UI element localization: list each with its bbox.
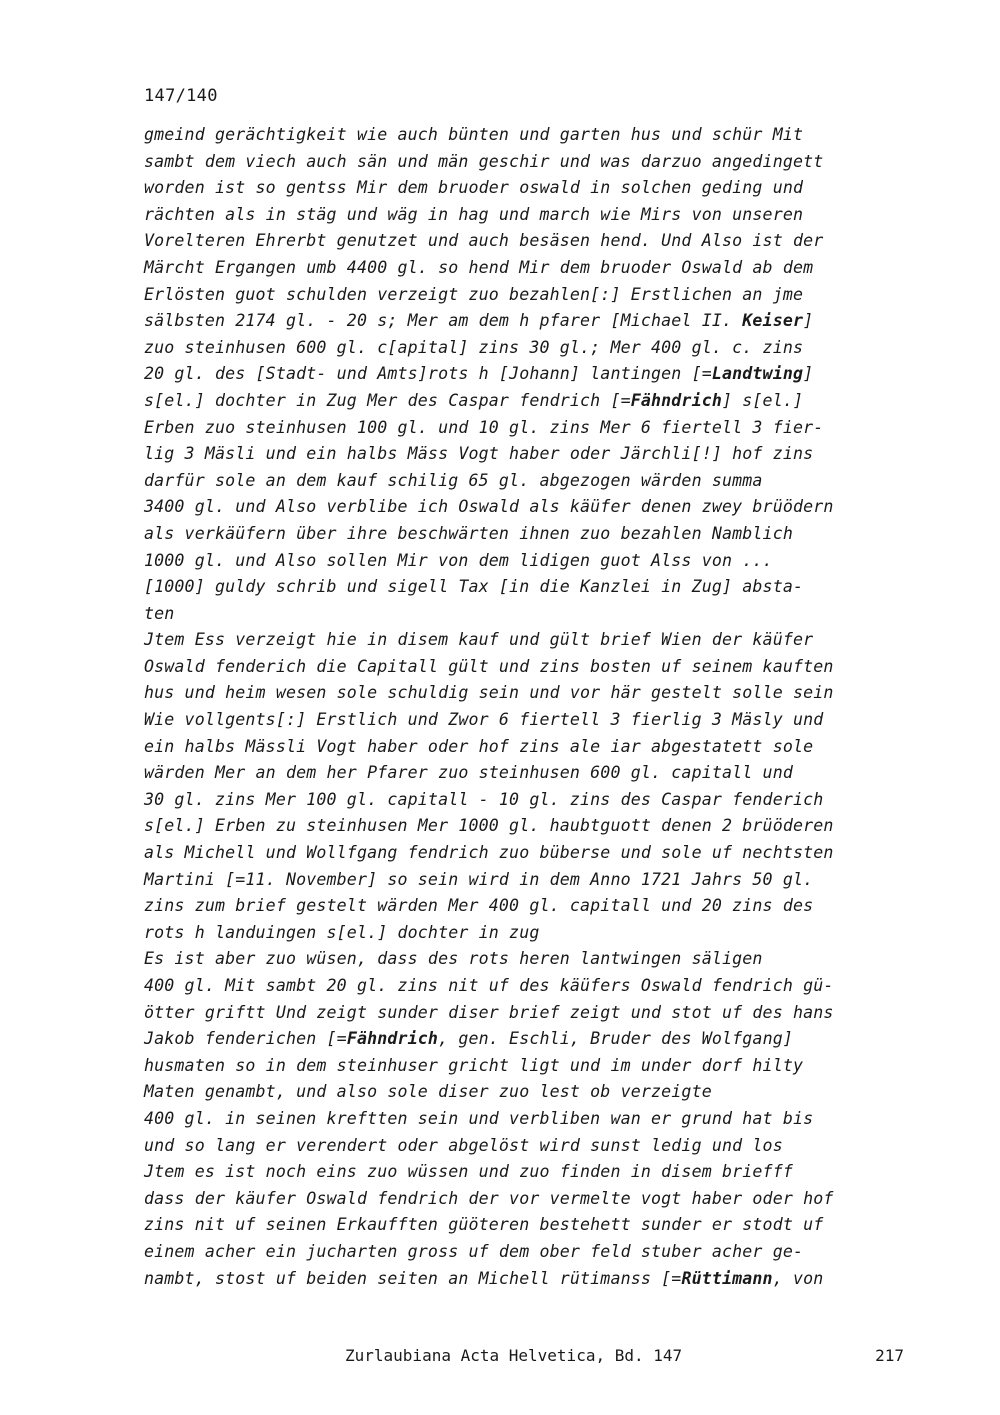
text-run: Erben zuo steinhusen 100 gl. und 10 gl. zins Mer 6 fiertell 3 fier- bbox=[144, 417, 824, 437]
text-run: s[el.] dochter in Zug Mer des Caspar fendrich [= bbox=[144, 390, 631, 410]
text-run: Jakob fenderichen [= bbox=[144, 1029, 347, 1049]
text-line bbox=[144, 1133, 914, 1160]
text-line bbox=[144, 1026, 914, 1053]
text-line bbox=[144, 973, 914, 1000]
text-line bbox=[144, 388, 914, 415]
text-run: Wie vollgents[:] Erstlich und Zwor 6 fiertell 3 fierlig 3 Mäsly und bbox=[144, 710, 824, 730]
text-line bbox=[144, 494, 914, 521]
text-run: 20 gl. des [Stadt- und Amts]rots h [Johann] lantingen [= bbox=[144, 364, 712, 384]
text-line bbox=[144, 415, 914, 442]
text-line bbox=[144, 228, 914, 255]
text-line bbox=[144, 760, 914, 787]
bold-name: Keiser bbox=[742, 311, 804, 331]
text-run: Märcht Ergangen umb 4400 gl. so hend Mir dem bruoder Oswald ab dem bbox=[144, 257, 814, 277]
text-line bbox=[144, 840, 914, 867]
text-line bbox=[144, 654, 914, 681]
text-run: 400 gl. Mit sambt 20 gl. zins nit uf des käüfers Oswald fendrich gü- bbox=[144, 976, 834, 995]
text-run: sambt dem viech auch sän und män geschir und was darzuo angedingett bbox=[144, 151, 824, 171]
page-footer bbox=[0, 1346, 1000, 1370]
text-run: gmeind gerächtigkeit wie auch bünten und garten hus und schür Mit bbox=[144, 125, 804, 144]
text-line bbox=[144, 521, 914, 548]
text-run: zins nit uf seinen Erkaufften güöteren bestehett sunder er stodt uf bbox=[144, 1215, 824, 1235]
text-line bbox=[144, 867, 914, 894]
text-line bbox=[144, 335, 914, 362]
text-run: rots h landuingen s[el.] dochter in zug bbox=[144, 922, 540, 942]
text-line bbox=[144, 202, 914, 229]
text-line bbox=[144, 1239, 914, 1266]
text-run: husmaten so in dem steinhuser gricht ligt und im under dorf hilty bbox=[144, 1055, 804, 1075]
text-run: ] bbox=[803, 311, 814, 331]
text-run: ] s[el.] bbox=[722, 390, 804, 410]
text-line bbox=[144, 787, 914, 814]
text-run: und so lang er verendert oder abgelöst wird sunst ledig und los bbox=[144, 1135, 783, 1155]
text-line bbox=[144, 813, 914, 840]
text-line bbox=[144, 122, 914, 149]
text-line bbox=[144, 1053, 914, 1080]
text-run: lig 3 Mäsli und ein halbs Mäss Vogt haber oder Järchli[!] hof zins bbox=[144, 444, 814, 464]
text-run: sälbsten 2174 gl. - 20 s; Mer am dem h pfarer [Michael II. bbox=[144, 311, 743, 331]
text-line bbox=[144, 627, 914, 654]
text-run: darfür sole an dem kauf schilig 65 gl. abgezogen wärden summa bbox=[144, 470, 763, 490]
text-run: 1000 gl. und Also sollen Mir von dem lidigen guot Alss von ... bbox=[144, 550, 773, 570]
text-line bbox=[144, 734, 914, 761]
text-run: rächten als in stäg und wäg in hag und march wie Mirs von unseren bbox=[144, 204, 804, 224]
text-run: Maten genambt, und also sole diser zuo lest ob verzeigte bbox=[144, 1082, 712, 1102]
text-run: ein halbs Mässli Vogt haber oder hof zins ale iar abgestatett sole bbox=[144, 736, 814, 756]
text-line bbox=[144, 175, 914, 202]
text-line bbox=[144, 1186, 914, 1213]
text-line bbox=[144, 1159, 914, 1186]
text-line bbox=[144, 1000, 914, 1027]
text-run: nambt, stost uf beiden seiten an Michell rütimanss [= bbox=[144, 1268, 682, 1288]
text-run: hus und heim wesen sole schuldig sein und vor här gestelt solle sein bbox=[144, 683, 834, 703]
text-run: 400 gl. in seinen kreftten sein und verbliben wan er grund hat bis bbox=[144, 1108, 814, 1128]
text-run: , gen. Eschli, Bruder des Wolfgang] bbox=[438, 1029, 793, 1049]
text-run: ] bbox=[803, 364, 814, 384]
text-line bbox=[144, 1212, 914, 1239]
bold-name: Rüttimann bbox=[681, 1268, 773, 1288]
text-run: 30 gl. zins Mer 100 gl. capitall - 10 gl. zins des Caspar fenderich bbox=[144, 789, 824, 809]
text-line bbox=[144, 1266, 914, 1293]
text-line bbox=[144, 255, 914, 282]
text-run: Erlösten guot schulden verzeigt zuo bezahlen[:] Erstlichen an jme bbox=[144, 284, 804, 304]
text-line bbox=[144, 282, 914, 309]
text-line bbox=[144, 893, 914, 920]
footer-page-number: 217 bbox=[875, 1346, 904, 1365]
text-line bbox=[144, 149, 914, 176]
bold-name: Fähndrich bbox=[346, 1029, 439, 1049]
text-line bbox=[144, 1079, 914, 1106]
page-number: 147/140 bbox=[144, 86, 218, 106]
text-run: [1000] guldy schrib und sigell Tax [in die Kanzlei in Zug] absta- bbox=[144, 577, 804, 597]
text-line bbox=[144, 601, 914, 628]
text-line bbox=[144, 574, 914, 601]
text-run: , von bbox=[772, 1268, 824, 1288]
text-run: Oswald fenderich die Capitall gült und zins bosten uf seinem kauften bbox=[144, 656, 834, 676]
text-line bbox=[144, 361, 914, 388]
text-run: Jtem Ess verzeigt hie in disem kauf und gült brief Wien der käüfer bbox=[144, 630, 814, 650]
text-run: als Michell und Wollfgang fendrich zuo büberse und sole uf nechtsten bbox=[144, 843, 834, 863]
text-line bbox=[144, 680, 914, 707]
text-run: ten bbox=[144, 603, 175, 623]
text-run: Martini [=11. November] so sein wird in dem Anno 1721 Jahrs 50 gl. bbox=[144, 869, 814, 889]
text-line bbox=[144, 1106, 914, 1133]
footer-title: Zurlaubiana Acta Helvetica, Bd. 147 bbox=[345, 1346, 683, 1365]
text-line bbox=[144, 920, 914, 947]
text-line bbox=[144, 468, 914, 495]
text-line bbox=[144, 707, 914, 734]
text-run: zins zum brief gestelt wärden Mer 400 gl. capitall und 20 zins des bbox=[144, 896, 814, 916]
text-run: ötter griftt Und zeigt sunder diser brief zeigt und stot uf des hans bbox=[144, 1002, 834, 1022]
text-run: als verkäüfern über ihre beschwärten ihnen zuo bezahlen Namblich bbox=[144, 523, 793, 543]
text-line bbox=[144, 548, 914, 575]
text-run: Es ist aber zuo wüsen, dass des rots heren lantwingen säligen bbox=[144, 949, 763, 969]
text-run: Vorelteren Ehrerbt genutzet und auch besäsen hend. Und Also ist der bbox=[144, 231, 824, 251]
text-line bbox=[144, 946, 914, 973]
text-line bbox=[144, 308, 914, 335]
text-run: dass der käufer Oswald fendrich der vor vermelte vogt haber oder hof bbox=[144, 1188, 834, 1208]
text-run: Jtem es ist noch eins zuo wüssen und zuo finden in disem briefff bbox=[144, 1162, 793, 1182]
bold-name: Landtwing bbox=[711, 364, 804, 384]
text-run: s[el.] Erben zu steinhusen Mer 1000 gl. haubtguott denen 2 brüöderen bbox=[144, 816, 834, 836]
text-run: wärden Mer an dem her Pfarer zuo steinhusen 600 gl. capitall und bbox=[144, 763, 793, 783]
text-line bbox=[144, 441, 914, 468]
text-run: worden ist so gentss Mir dem bruoder oswald in solchen geding und bbox=[144, 178, 804, 198]
text-run: 3400 gl. und Also verblibe ich Oswald als käüfer denen zwey brüödern bbox=[144, 497, 834, 517]
text-run: zuo steinhusen 600 gl. c[apital] zins 30 gl.; Mer 400 gl. c. zins bbox=[144, 337, 804, 357]
bold-name: Fähndrich bbox=[630, 390, 722, 410]
document-body bbox=[144, 122, 914, 1292]
text-run: einem acher ein jucharten gross uf dem ober feld stuber acher ge- bbox=[144, 1241, 804, 1261]
